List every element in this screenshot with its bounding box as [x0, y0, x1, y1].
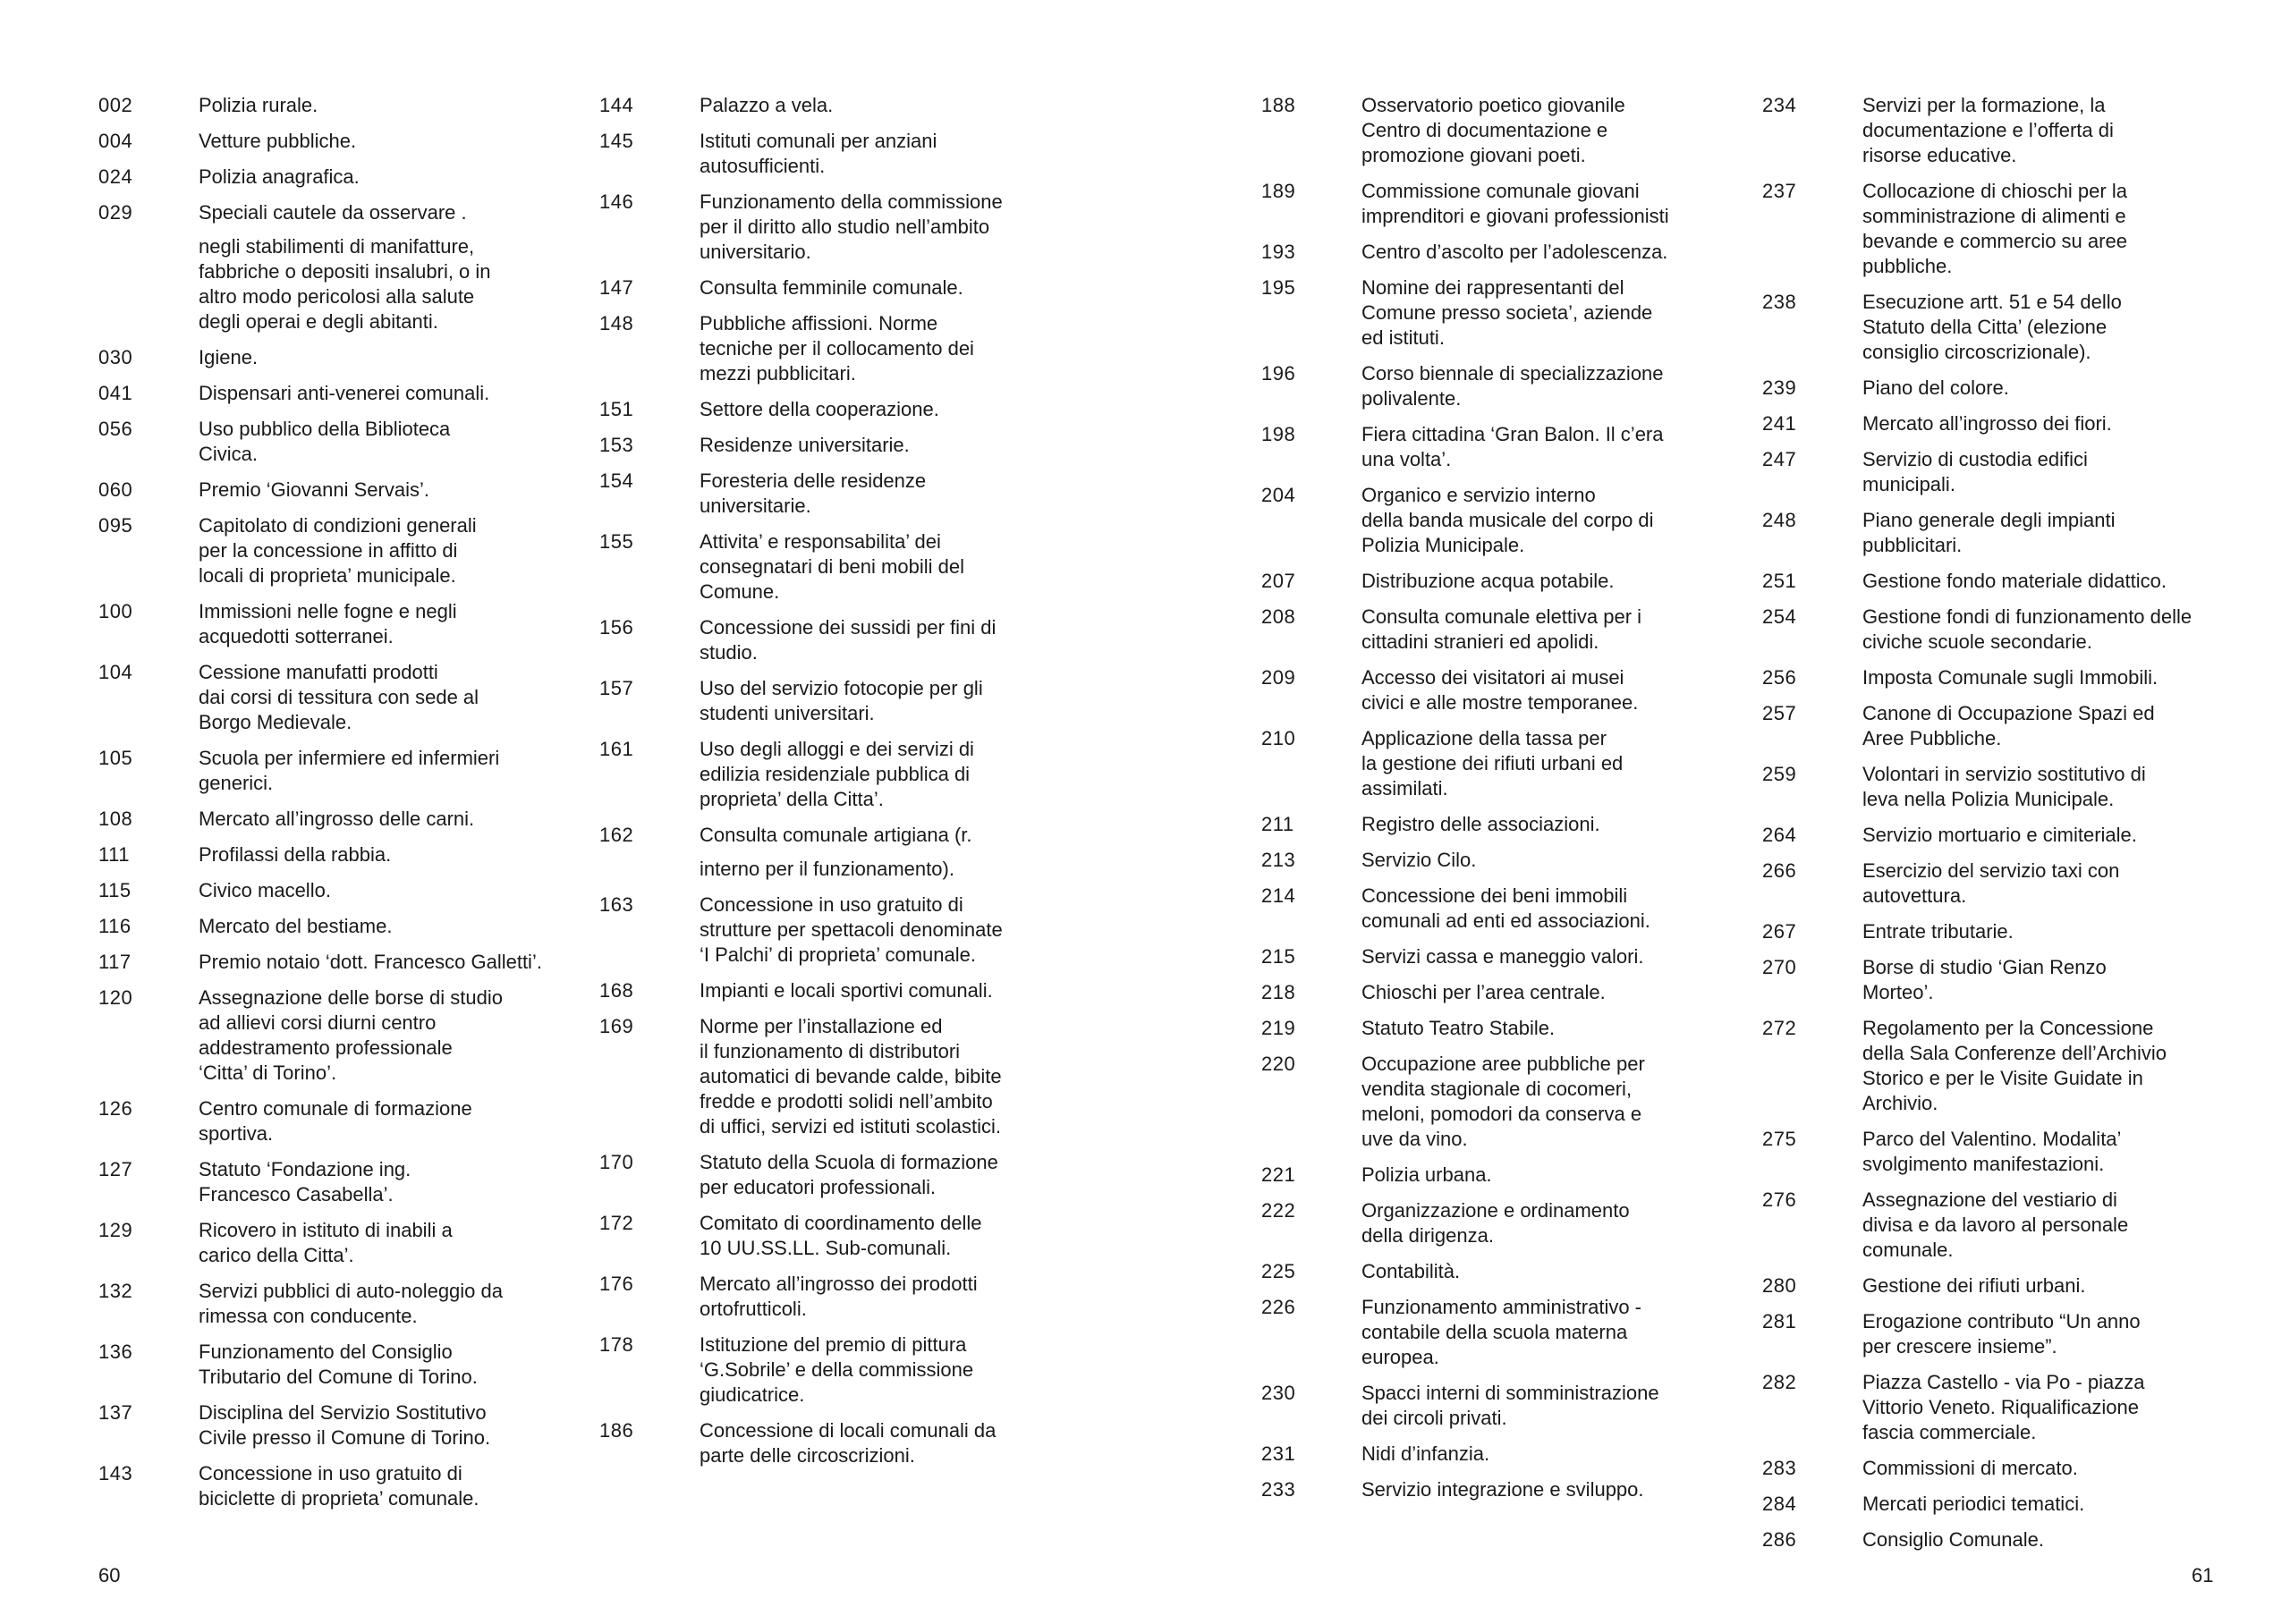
index-entry	[1762, 701, 2238, 751]
index-entry	[1762, 919, 2238, 944]
index-entry	[98, 1400, 583, 1451]
entry-title: Servizi per la formazione, la documentazione e l’offerta di risorse educative.	[1862, 94, 2114, 166]
index-entry	[599, 1211, 1075, 1261]
index-entry	[98, 129, 583, 154]
entry-title: Centro comunale di formazione sportiva.	[199, 1097, 472, 1145]
entry-title: Istituzione del premio di pittura ‘G.Sobrile’ e della commissione giudicatrice.	[700, 1333, 974, 1406]
index-entry	[98, 985, 583, 1086]
entry-code: 238	[1762, 291, 1797, 313]
entry-code: 029	[98, 201, 133, 224]
index-entry	[1762, 569, 2238, 594]
entry-code: 136	[98, 1341, 133, 1363]
entry-code: 151	[599, 398, 634, 420]
index-entry	[98, 1279, 583, 1329]
entry-title: Esercizio del servizio taxi con autovettura.	[1862, 859, 2120, 907]
entry-title: Piano del colore.	[1862, 376, 2009, 399]
entry-code: 251	[1762, 570, 1797, 592]
index-entry	[98, 165, 583, 190]
index-entry	[1762, 376, 2238, 401]
entry-code: 270	[1762, 956, 1797, 978]
entry-code: 222	[1261, 1199, 1296, 1222]
index-entry	[1762, 1370, 2238, 1445]
index-entry	[1261, 884, 1719, 934]
entry-code: 117	[98, 951, 131, 973]
entry-code: 178	[599, 1333, 634, 1356]
entry-title: Concessione in uso gratuito di biciclette di proprieta’ comunale.	[199, 1462, 479, 1510]
entry-title: Occupazione aree pubbliche per vendita stagionale di cocomeri, meloni, pomodori da conserva e uve da vino.	[1361, 1053, 1645, 1150]
entry-title: Comitato di coordinamento delle 10 UU.SS.LL. Sub-comunali.	[700, 1212, 982, 1259]
entry-title: Servizi cassa e maneggio valori.	[1361, 945, 1644, 968]
entry-title: Polizia anagrafica.	[199, 165, 360, 188]
entry-title: Funzionamento amministrativo - contabile della scuola materna europea.	[1361, 1296, 1642, 1368]
index-entry	[1762, 1127, 2238, 1177]
index-entry	[1261, 944, 1719, 969]
index-entry	[98, 93, 583, 118]
entry-title: Assegnazione del vestiario di divisa e da lavoro al personale comunale.	[1862, 1188, 2129, 1261]
entry-title: Statuto ‘Fondazione ing. Francesco Casabella’.	[199, 1158, 411, 1205]
entry-title: Settore della cooperazione.	[700, 398, 939, 420]
entry-title: Volontari in servizio sostitutivo di leva nella Polizia Municipale.	[1862, 763, 2146, 810]
index-entry	[1261, 1477, 1719, 1502]
index-entry	[1261, 980, 1719, 1005]
entry-code: 256	[1762, 666, 1797, 689]
entry-code: 241	[1762, 412, 1797, 435]
entry-code: 148	[599, 312, 634, 334]
index-entry	[1762, 1456, 2238, 1481]
entry-title: Regolamento per la Concessione della Sala Conferenze dell’Archivio Storico e per le Visite Guidate in Archivio.	[1862, 1017, 2167, 1114]
index-entry	[1762, 1309, 2238, 1359]
entry-code: 215	[1261, 945, 1296, 968]
index-entry	[1762, 1016, 2238, 1116]
entry-title: Concessione di locali comunali da parte delle circoscrizioni.	[700, 1419, 997, 1467]
entry-title: Nidi d’infanzia.	[1361, 1442, 1490, 1465]
entry-code: 226	[1261, 1296, 1296, 1318]
index-entry	[1762, 1527, 2238, 1552]
index-entry	[599, 823, 1075, 848]
entry-code: 168	[599, 979, 634, 1002]
index-entry	[98, 381, 583, 406]
index-entry	[599, 676, 1075, 726]
index-entry	[599, 93, 1075, 118]
index-entry	[1762, 290, 2238, 365]
entry-title: Dispensari anti-venerei comunali.	[199, 382, 490, 404]
entry-title: Cessione manufatti prodotti dai corsi di tessitura con sede al Borgo Medievale.	[199, 661, 479, 733]
entry-code: 231	[1261, 1442, 1296, 1465]
index-entry	[599, 190, 1075, 265]
entry-title: Uso pubblico della Biblioteca Civica.	[199, 418, 451, 465]
entry-title: Accesso dei visitatori ai musei civici e alle mostre temporanee.	[1361, 666, 1639, 714]
index-column-4	[1762, 93, 2238, 1563]
entry-code: 198	[1261, 423, 1296, 445]
index-column-2	[599, 93, 1075, 1479]
entry-code: 170	[599, 1151, 634, 1173]
entry-code: 115	[98, 879, 131, 901]
entry-code: 211	[1261, 813, 1294, 835]
index-entry	[98, 1096, 583, 1146]
index-entry-continuation	[98, 234, 583, 334]
entry-title: Spacci interni di somministrazione dei circoli privati.	[1361, 1382, 1659, 1429]
entry-title: Funzionamento della commissione per il diritto allo studio nell’ambito universitario.	[700, 190, 1003, 263]
entry-title: Servizio mortuario e cimiteriale.	[1862, 824, 2137, 846]
index-entry	[98, 1157, 583, 1207]
entry-title: Commissione comunale giovani imprenditori e giovani professionisti	[1361, 180, 1669, 227]
entry-code: 225	[1261, 1260, 1296, 1282]
entry-title: Registro delle associazioni.	[1361, 813, 1600, 835]
entry-code: 100	[98, 600, 133, 622]
index-entry	[599, 469, 1075, 519]
entry-code: 213	[1261, 849, 1296, 871]
entry-code: 239	[1762, 376, 1797, 399]
entry-code: 204	[1261, 484, 1296, 506]
entry-title: Servizio di custodia edifici municipali.	[1862, 448, 2088, 495]
entry-title: Esecuzione artt. 51 e 54 dello Statuto della Citta’ (elezione consiglio circoscrizionale).	[1862, 291, 2122, 363]
entry-code: 233	[1261, 1478, 1296, 1501]
index-entry	[98, 200, 583, 225]
entry-code: 208	[1261, 605, 1296, 628]
index-entry	[599, 397, 1075, 422]
index-entry	[1762, 411, 2238, 436]
entry-code: 209	[1261, 666, 1296, 689]
entry-title: Corso biennale di specializzazione polivalente.	[1361, 362, 1664, 410]
entry-code: 257	[1762, 702, 1797, 724]
entry-title: Fiera cittadina ‘Gran Balon. Il c’era una volta’.	[1361, 423, 1664, 470]
entry-code: 219	[1261, 1017, 1296, 1039]
index-entry	[98, 807, 583, 832]
entry-title: Centro d’ascolto per l’adolescenza.	[1361, 241, 1668, 263]
entry-code: 189	[1261, 180, 1296, 202]
page-number-right: 61	[2192, 1564, 2214, 1586]
entry-code: 162	[599, 824, 634, 846]
index-entry	[1261, 605, 1719, 655]
entry-code: 105	[98, 747, 133, 769]
entry-code: 146	[599, 190, 634, 213]
entry-code: 230	[1261, 1382, 1296, 1404]
index-entry	[1762, 859, 2238, 909]
entry-title: Disciplina del Servizio Sostitutivo Civile presso il Comune di Torino.	[199, 1401, 491, 1449]
entry-title: Immissioni nelle fogne e negli acquedotti sotterranei.	[199, 600, 457, 647]
entry-title: Vetture pubbliche.	[199, 130, 357, 152]
entry-title: Civico macello.	[199, 879, 331, 901]
index-column-1	[98, 93, 583, 1522]
entry-title: Statuto Teatro Stabile.	[1361, 1017, 1556, 1039]
index-entry	[599, 1272, 1075, 1322]
index-entry	[98, 513, 583, 588]
index-entry	[98, 878, 583, 903]
entry-code: 095	[98, 514, 133, 537]
entry-title: Concessione in uso gratuito di strutture per spettacoli denominate ‘I Palchi’ di proprieta’ comunale.	[700, 893, 1003, 966]
index-entry	[599, 615, 1075, 665]
entry-code: 116	[98, 915, 131, 937]
entry-title: Mercato all’ingrosso dei prodotti ortofrutticoli.	[700, 1273, 978, 1320]
entry-title: Polizia urbana.	[1361, 1163, 1492, 1186]
index-entry	[599, 311, 1075, 386]
entry-code: 104	[98, 661, 133, 683]
index-entry	[1261, 240, 1719, 265]
entry-title: Mercato all’ingrosso delle carni.	[199, 808, 475, 830]
entry-code: 161	[599, 738, 634, 760]
entry-code: 282	[1762, 1371, 1797, 1393]
entry-title: Uso del servizio fotocopie per gli studenti universitari.	[700, 677, 983, 724]
entry-code: 275	[1762, 1128, 1797, 1150]
index-entry	[1261, 483, 1719, 558]
entry-title: Concessione dei beni immobili comunali ad enti ed associazioni.	[1361, 884, 1650, 932]
entry-title: Scuola per infermiere ed infermieri generici.	[199, 747, 500, 794]
index-entry	[98, 1340, 583, 1390]
index-entry	[1261, 1295, 1719, 1370]
entry-title: Parco del Valentino. Modalita’ svolgimento manifestazioni.	[1862, 1128, 2122, 1175]
entry-code: 207	[1261, 570, 1296, 592]
index-entry	[599, 1150, 1075, 1200]
entry-code: 172	[599, 1212, 634, 1234]
entry-code: 267	[1762, 920, 1797, 943]
entry-title: Mercato all’ingrosso dei fiori.	[1862, 412, 2112, 435]
index-entry	[1261, 93, 1719, 168]
index-entry	[1762, 93, 2238, 168]
entry-title: Mercati periodici tematici.	[1862, 1493, 2085, 1515]
entry-code: 195	[1261, 276, 1296, 299]
entry-code: 248	[1762, 509, 1797, 531]
index-entry	[1261, 361, 1719, 411]
entry-title: Igiene.	[199, 346, 259, 368]
entry-title: Ricovero in istituto di inabili a carico della Citta’.	[199, 1219, 453, 1266]
entry-title: Profilassi della rabbia.	[199, 843, 392, 866]
entry-title: Gestione fondo materiale didattico.	[1862, 570, 2167, 592]
entry-code: 186	[599, 1419, 634, 1442]
index-entry	[1261, 422, 1719, 472]
index-entry	[1762, 823, 2238, 848]
entry-code: 214	[1261, 884, 1296, 907]
index-entry	[1261, 1442, 1719, 1467]
index-entry	[1261, 1016, 1719, 1041]
entry-title: Norme per l’installazione ed il funzionamento di distributori automatici di bevande calde, bibite fredde e prodotti solidi nell’ambito di uffici, servizi ed istituti scolastici.	[700, 1015, 1002, 1138]
index-entry	[1261, 1381, 1719, 1431]
index-entry	[98, 599, 583, 649]
entry-code: 024	[98, 165, 133, 188]
entry-code: 157	[599, 677, 634, 699]
index-entry	[98, 1218, 583, 1268]
index-entry	[1261, 1259, 1719, 1284]
entry-code: 193	[1261, 241, 1296, 263]
index-entry	[1261, 275, 1719, 351]
index-entry	[1261, 812, 1719, 837]
entry-title: Attivita’ e responsabilita’ dei consegnatari di beni mobili del Comune.	[700, 530, 964, 603]
entry-code: 030	[98, 346, 133, 368]
entry-title: Organizzazione e ordinamento della dirigenza.	[1361, 1199, 1630, 1247]
entry-code: 145	[599, 130, 634, 152]
entry-title: Piano generale degli impianti pubblicitari.	[1862, 509, 2116, 556]
entry-code: 196	[1261, 362, 1296, 385]
index-entry	[1762, 665, 2238, 690]
entry-code: 259	[1762, 763, 1797, 785]
index-entry	[98, 417, 583, 467]
entry-title: Applicazione della tassa per la gestione dei rifiuti urbani ed assimilati.	[1361, 727, 1624, 799]
entry-title: Concessione dei sussidi per fini di studio.	[700, 616, 997, 664]
entry-code: 041	[98, 382, 133, 404]
entry-code: 247	[1762, 448, 1797, 470]
entry-title: Palazzo a vela.	[700, 94, 834, 116]
entry-code: 210	[1261, 727, 1296, 749]
entry-title: Servizio Cilo.	[1361, 849, 1477, 871]
entry-title: Consulta comunale artigiana (r.	[700, 824, 972, 846]
index-entry	[599, 529, 1075, 605]
index-entry	[1762, 955, 2238, 1005]
page-number-left: 60	[98, 1564, 121, 1586]
entry-title: Distribuzione acqua potabile.	[1361, 570, 1615, 592]
entry-title: Piazza Castello - via Po - piazza Vittorio Veneto. Riqualificazione fascia commerciale.	[1862, 1371, 2145, 1443]
index-entry	[599, 433, 1075, 458]
entry-title: Uso degli alloggi e dei servizi di edilizia residenziale pubblica di proprieta’ della Citta’.	[700, 738, 974, 810]
entry-title: Premio ‘Giovanni Servais’.	[199, 478, 429, 501]
entry-title: Gestione fondi di funzionamento delle civiche scuole secondarie.	[1862, 605, 2192, 653]
entry-code: 129	[98, 1219, 133, 1241]
index-entry	[1261, 569, 1719, 594]
index-entry	[599, 978, 1075, 1003]
entry-title: Osservatorio poetico giovanile Centro di documentazione e promozione giovani poeti.	[1361, 94, 1625, 166]
entry-code: 264	[1762, 824, 1797, 846]
entry-code: 147	[599, 276, 634, 299]
entry-code: 143	[98, 1462, 133, 1484]
entry-code: 188	[1261, 94, 1296, 116]
index-entry	[1762, 762, 2238, 812]
index-entry	[599, 892, 1075, 968]
entry-code: 283	[1762, 1457, 1797, 1479]
index-entry	[1762, 1492, 2238, 1517]
index-entry	[1762, 508, 2238, 558]
entry-title: Polizia rurale.	[199, 94, 318, 116]
index-entry	[98, 660, 583, 735]
entry-code: 276	[1762, 1188, 1797, 1211]
entry-title: Servizio integrazione e sviluppo.	[1361, 1478, 1644, 1501]
entry-code: 156	[599, 616, 634, 639]
entry-title: Chioschi per l’area centrale.	[1361, 981, 1606, 1003]
entry-title: Commissioni di mercato.	[1862, 1457, 2078, 1479]
entry-code: 266	[1762, 859, 1797, 882]
entry-code: 280	[1762, 1274, 1797, 1297]
entry-code: 163	[599, 893, 634, 916]
entry-title: Premio notaio ‘dott. Francesco Galletti’.	[199, 951, 542, 973]
entry-code: 218	[1261, 981, 1296, 1003]
entry-title: Speciali cautele da osservare .	[199, 201, 467, 224]
entry-title: Entrate tributarie.	[1862, 920, 2014, 943]
index-entry	[1762, 179, 2238, 279]
entry-code: 153	[599, 434, 634, 456]
entry-title: Gestione dei rifiuti urbani.	[1862, 1274, 2086, 1297]
entry-code: 221	[1261, 1163, 1296, 1186]
index-entry	[1762, 447, 2238, 497]
entry-code: 108	[98, 808, 133, 830]
entry-code: 127	[98, 1158, 133, 1180]
index-entry	[98, 842, 583, 867]
entry-title: Borse di studio ‘Gian Renzo Morteo’.	[1862, 956, 2107, 1003]
entry-code: 272	[1762, 1017, 1797, 1039]
index-column-3	[1261, 93, 1719, 1513]
entry-title: Collocazione di chioschi per la somministrazione di alimenti e bevande e commercio su aree pubbliche.	[1862, 180, 2127, 277]
index-entry	[599, 275, 1075, 300]
entry-title: interno per il funzionamento).	[700, 858, 954, 880]
entry-code: 132	[98, 1280, 133, 1302]
entry-title: Istituti comunali per anziani autosufficienti.	[700, 130, 937, 177]
index-entry	[1762, 605, 2238, 655]
entry-title: Residenze universitarie.	[700, 434, 910, 456]
entry-code: 004	[98, 130, 133, 152]
index-entry	[599, 1332, 1075, 1408]
index-entry	[98, 1461, 583, 1511]
index-entry	[1261, 848, 1719, 873]
entry-code: 002	[98, 94, 133, 116]
entry-title: Mercato del bestiame.	[199, 915, 393, 937]
index-entry	[599, 1418, 1075, 1468]
entry-title: Capitolato di condizioni generali per la concessione in affitto di locali di proprieta’ municipale.	[199, 514, 477, 587]
entry-code: 126	[98, 1097, 133, 1120]
index-entry	[98, 345, 583, 370]
entry-code: 060	[98, 478, 133, 501]
index-entry	[1261, 1052, 1719, 1152]
entry-title: Foresteria delle residenze universitarie.	[700, 469, 927, 517]
entry-code: 281	[1762, 1310, 1797, 1332]
entry-code: 144	[599, 94, 634, 116]
entry-code: 234	[1762, 94, 1797, 116]
entry-title: Erogazione contributo “Un anno per crescere insieme”.	[1862, 1310, 2141, 1358]
entry-title: negli stabilimenti di manifatture, fabbriche o depositi insalubri, o in altro modo pericolosi alla salute degli operai e degli abitanti.	[199, 235, 491, 333]
entry-title: Impianti e locali sportivi comunali.	[700, 979, 993, 1002]
index-entry	[1762, 1188, 2238, 1263]
entry-title: Servizi pubblici di auto-noleggio da rimessa con conducente.	[199, 1280, 503, 1327]
entry-code: 111	[98, 843, 130, 866]
index-entry	[1261, 665, 1719, 715]
index-entry	[98, 746, 583, 796]
entry-title: Assegnazione delle borse di studio ad allievi corsi diurni centro addestramento professionale ‘Citta’ di Torino’.	[199, 986, 504, 1084]
entry-title: Funzionamento del Consiglio Tributario del Comune di Torino.	[199, 1341, 478, 1388]
index-entry	[1762, 1273, 2238, 1298]
index-entry	[1261, 179, 1719, 229]
entry-title: Organico e servizio interno della banda musicale del corpo di Polizia Municipale.	[1361, 484, 1654, 556]
entry-title: Imposta Comunale sugli Immobili.	[1862, 666, 2159, 689]
index-entry	[98, 950, 583, 975]
index-entry	[98, 478, 583, 503]
entry-title: Canone di Occupazione Spazi ed Aree Pubbliche.	[1862, 702, 2155, 749]
right-page	[1145, 0, 2290, 1624]
index-entry	[599, 737, 1075, 812]
entry-code: 120	[98, 986, 133, 1009]
entry-title: Pubbliche affissioni. Norme tecniche per il collocamento dei mezzi pubblicitari.	[700, 312, 974, 385]
entry-code: 286	[1762, 1528, 1797, 1551]
index-entry-continuation	[599, 857, 1075, 882]
index-entry	[1261, 1198, 1719, 1248]
entry-code: 154	[599, 469, 634, 492]
entry-code: 237	[1762, 180, 1797, 202]
entry-code: 169	[599, 1015, 634, 1037]
entry-code: 284	[1762, 1493, 1797, 1515]
entry-code: 254	[1762, 605, 1797, 628]
index-entry	[1261, 1163, 1719, 1188]
entry-code: 220	[1261, 1053, 1296, 1075]
entry-title: Consulta femminile comunale.	[700, 276, 963, 299]
entry-code: 137	[98, 1401, 133, 1424]
entry-title: Statuto della Scuola di formazione per educatori professionali.	[700, 1151, 998, 1198]
index-entry	[599, 129, 1075, 179]
index-entry	[1261, 726, 1719, 801]
entry-title: Consulta comunale elettiva per i cittadini stranieri ed apolidi.	[1361, 605, 1642, 653]
entry-title: Nomine dei rappresentanti del Comune presso societa’, aziende ed istituti.	[1361, 276, 1653, 349]
entry-code: 176	[599, 1273, 634, 1295]
entry-title: Contabilità.	[1361, 1260, 1461, 1282]
index-entry	[599, 1014, 1075, 1139]
entry-code: 056	[98, 418, 133, 440]
entry-code: 155	[599, 530, 634, 553]
index-entry	[98, 914, 583, 939]
entry-title: Consiglio Comunale.	[1862, 1528, 2044, 1551]
